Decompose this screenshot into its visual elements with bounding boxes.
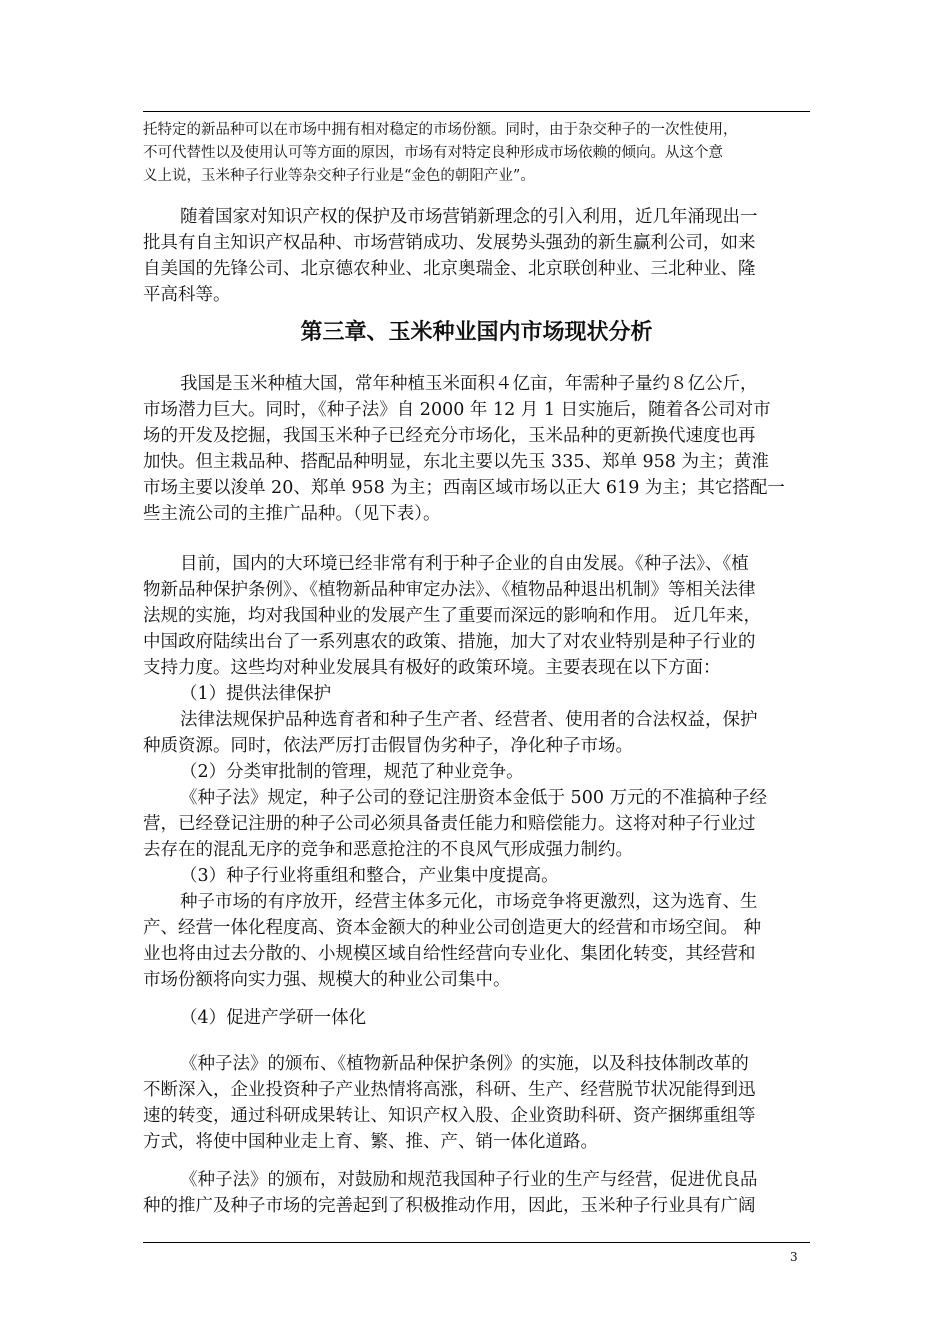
paragraph-line: 法律法规保护品种选育者和种子生产者、经营者、使用者的合法权益，保护 [180, 710, 758, 730]
item-heading: （4）促进产学研一体化 [180, 1008, 367, 1028]
intro-line: 义上说，玉米种子行业等杂交种子行业是“金色的朝阳产业”。 [143, 168, 535, 184]
paragraph-line: 速的转变，通过科研成果转让、知识产权入股、企业资助科研、资产捆绑重组等 [143, 1106, 756, 1126]
paragraph-line: 《种子法》的颁布、《植物新品种保护条例》的实施，以及科技体制改革的 [180, 1054, 749, 1074]
intro-line: 托特定的新品种可以在市场中拥有相对稳定的市场份额。同时，由于杂交种子的一次性使用， [143, 122, 738, 138]
paragraph-line: 物新品种保护条例》、《植物新品种审定办法》、《植物品种退出机制》等相关法律 [143, 580, 756, 600]
paragraph-line: 不断深入，企业投资种子产业热情将高涨，科研、生产、经营脱节状况能得到迅 [143, 1080, 756, 1100]
paragraph-line: 去存在的混乱无序的竞争和恶意抢注的不良风气形成强力制约。 [143, 840, 633, 860]
paragraph-line: 《种子法》的颁布，对鼓励和规范我国种子行业的生产与经营，促进优良品 [180, 1170, 758, 1190]
paragraph-line: 自美国的先锋公司、北京德农种业、北京奥瑞金、北京联创种业、三北种业、隆 [143, 259, 756, 279]
paragraph-line: 目前，国内的大环境已经非常有利于种子企业的自由发展。《种子法》、《植 [180, 554, 749, 574]
paragraph-line: 随着国家对知识产权的保护及市场营销新理念的引入利用，近几年涌现出一 [180, 207, 758, 227]
paragraph-line: 市场潜力巨大。同时，《种子法》自 2000 年 12 月 1 日实施后，随着各公司对市 [143, 400, 771, 420]
paragraph-line: 方式，将使中国种业走上育、繁、推、产、销一体化道路。 [143, 1132, 598, 1152]
page-number: 3 [790, 1250, 798, 1264]
paragraph-line: 种子市场的有序放开，经营主体多元化，市场竞争将更激烈，这为选育、生 [180, 892, 758, 912]
paragraph-line: 市场份额将向实力强、规模大的种业公司集中。 [143, 970, 511, 990]
paragraph-line: 市场主要以浚单 20、郑单 958 为主；西南区域市场以正大 619 为主；其它搭配一 [143, 478, 785, 498]
paragraph-line: 产、经营一体化程度高、资本金额大的种业公司创造更大的经营和市场空间。 种 [143, 918, 762, 938]
header-rule [143, 111, 810, 112]
paragraph-line: 营，已经登记注册的种子公司必须具备责任能力和赔偿能力。这将对种子行业过 [143, 814, 756, 834]
paragraph-line: 支持力度。这些均对种业发展具有极好的政策环境。主要表现在以下方面： [143, 658, 721, 678]
paragraph-line: 些主流公司的主推广品种。（见下表）。 [143, 504, 441, 524]
paragraph-line: 《种子法》规定，种子公司的登记注册资本金低于 500 万元的不准搞种子经 [180, 788, 768, 808]
paragraph-line: 场的开发及挖掘，我国玉米种子已经充分市场化，玉米品种的更新换代速度也再 [143, 426, 756, 446]
intro-line: 不可代替性以及使用认可等方面的原因，市场有对特定良种形成市场依赖的倾向。从这个意 [143, 145, 723, 161]
paragraph-line: 种质资源。同时，依法严厉打击假冒伪劣种子，净化种子市场。 [143, 736, 633, 756]
paragraph-line: 批具有自主知识产权品种、市场营销成功、发展势头强劲的新生赢利公司，如来 [143, 233, 756, 253]
paragraph-line: 中国政府陆续出台了一系列惠农的政策、措施，加大了对农业特别是种子行业的 [143, 632, 756, 652]
item-heading: （1）提供法律保护 [180, 684, 332, 704]
paragraph-line: 我国是玉米种植大国，常年种植玉米面积４亿亩，年需种子量约８亿公斤， [180, 374, 758, 394]
item-heading: （3）种子行业将重组和整合，产业集中度提高。 [180, 866, 559, 886]
chapter-title: 第三章、玉米种业国内市场现状分析 [300, 320, 653, 345]
footer-rule [143, 1242, 810, 1243]
paragraph-line: 业也将由过去分散的、小规模区域自给性经营向专业化、集团化转变，其经营和 [143, 944, 756, 964]
paragraph-line: 法规的实施，均对我国种业的发展产生了重要而深远的影响和作用。 近几年来， [143, 606, 762, 626]
item-heading: （2）分类审批制的管理，规范了种业竞争。 [180, 762, 524, 782]
paragraph-line: 种的推广及种子市场的完善起到了积极推动作用，因此，玉米种子行业具有广阔 [143, 1196, 756, 1216]
paragraph-line: 加快。但主栽品种、搭配品种明显，东北主要以先玉 335、郑单 958 为主；黄淮 [143, 452, 769, 472]
paragraph-line: 平高科等。 [143, 285, 231, 305]
